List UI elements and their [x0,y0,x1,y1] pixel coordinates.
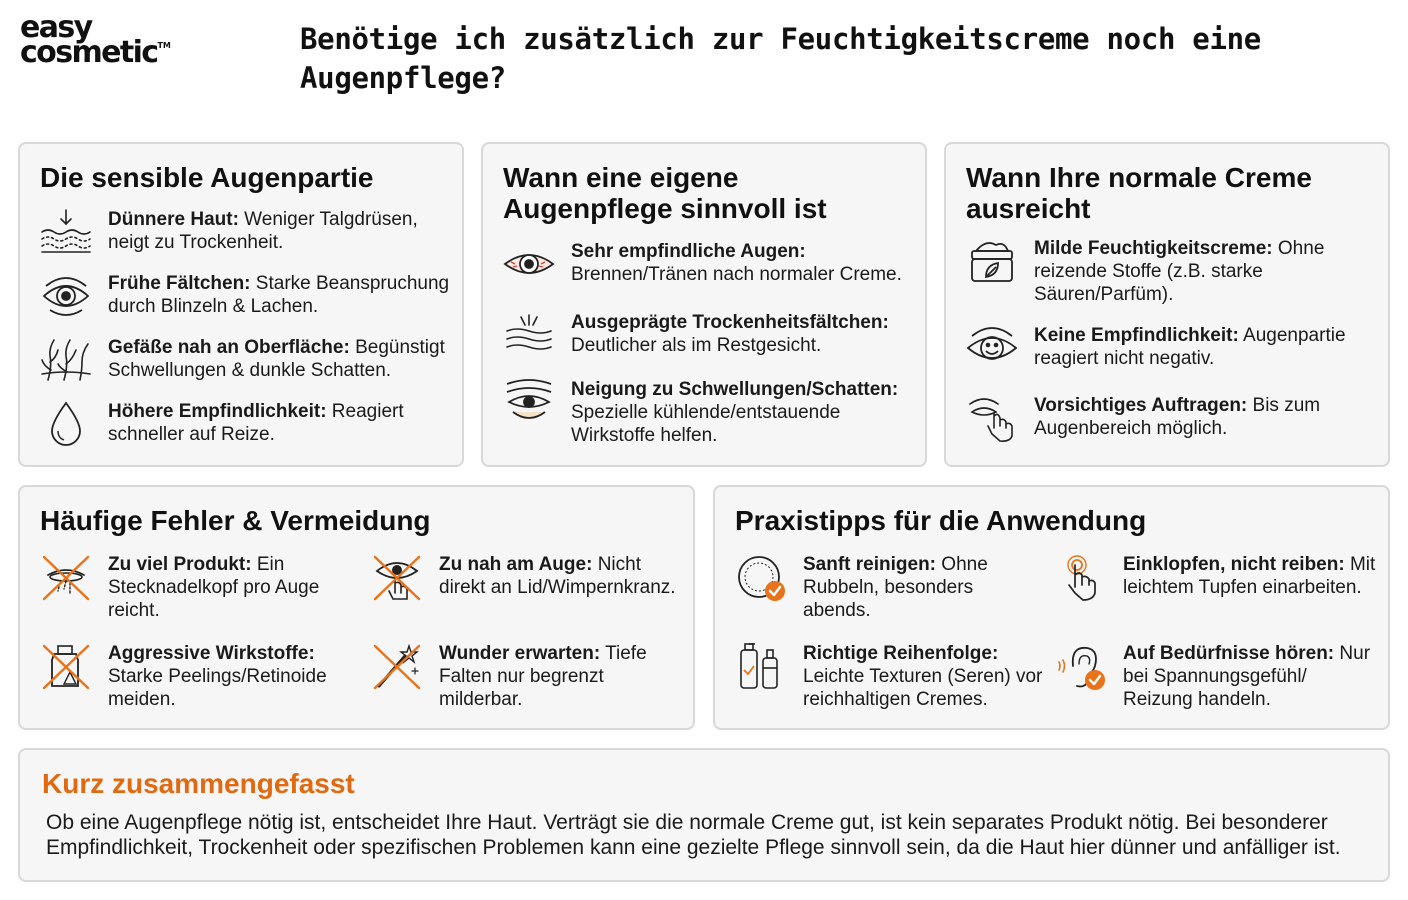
item-text [1034,394,1378,440]
list-item [40,336,450,384]
item-description: Mit leichtem Tupfen einarbeiten. [1123,554,1376,598]
item-text [571,240,902,286]
item-heading: Zu nah am Auge: [439,554,593,575]
ear-check-icon [1055,642,1107,690]
item-description: Weniger Talgdrüsen, neigt zu Trockenheit. [108,209,418,253]
magic-wand-icon [371,642,423,690]
item-description: Augenpartie reagiert nicht negativ. [1034,325,1346,369]
tap-finger-icon [1055,553,1107,601]
bottles-order-icon [735,642,787,690]
card-title: Praxistipps für die Anwendung [735,505,1147,536]
item-heading: Gefäße nah an Oberfläche: [108,337,350,358]
list-item [1055,642,1380,711]
card-sensible-augenpartie [18,142,464,467]
list-item [966,324,1378,372]
item-heading: Richtige Reihenfolge: [803,643,999,664]
list-item [735,553,1035,622]
item-description: Nicht direkt an Lid/Wimpernkranz. [439,554,676,598]
item-heading: Auf Bedürfnisse hören: [1123,643,1335,664]
dry-lines-icon [503,311,555,359]
list-item [371,553,681,601]
item-heading: Aggressive Wirkstoffe: [108,643,315,664]
card-title: Die sensible Augenpartie [40,162,374,193]
eye-wrinkles-icon [40,272,92,320]
item-heading: Wunder erwarten: [439,643,601,664]
item-text [1123,553,1380,599]
summary-title: Kurz zusammengefasst [42,768,355,799]
summary-text: Ob eine Augenpflege nötig ist, entscheidet Ihre Haut. Verträgt sie die normale Creme gut, ist kein separates Produkt nötig. Bei besonderer Empfindlichkeit, Trockenheit oder spezifischen Problemen kann eine gezielte Pflege sinnvoll sein, da die Haut hier dünner und anfälliger ist. [46,811,1341,859]
list-item [735,642,1055,711]
item-description: Ohne Rubbeln, besonders abends. [803,554,988,621]
item-text [803,553,1035,622]
item-text [571,378,918,447]
list-item [1055,553,1380,601]
item-heading: Keine Empfindlichkeit: [1034,325,1239,346]
item-heading: Neigung zu Schwellungen/Schatten: [571,379,899,400]
brand-logo [20,10,180,70]
list-item [40,400,450,448]
thin-skin-layers-icon [40,208,92,256]
item-description: Bis zum Augenbereich möglich. [1034,395,1321,439]
puffy-eye-icon [503,378,555,426]
item-description: Ein Stecknadelkopf pro Auge reicht. [108,554,320,621]
item-description: Starke Beanspruchung durch Blinzeln & Lachen. [108,273,450,317]
finger-apply-icon [966,394,1018,442]
item-text [108,553,345,622]
page-title: Benötige ich zusätzlich zur Feuchtigkeitscreme noch eine Augenpflege? [300,22,1261,95]
aggressive-ingredients-icon [40,642,92,690]
item-description: Deutlicher als im Restgesicht. [571,335,822,356]
item-text [108,272,450,318]
item-heading: Milde Feuchtigkeitscreme: [1034,238,1273,259]
logo-trademark: TM [157,40,171,50]
item-description: Nur bei Spannungsgefühl/ Reizung handeln. [1123,643,1371,710]
card-praxistipps [713,485,1390,730]
item-heading: Sehr empfindliche Augen: [571,241,806,262]
list-item [40,272,450,320]
card-title: Häufige Fehler & Vermeidung [40,505,431,536]
summary-card [18,748,1390,882]
card-haeufige-fehler [18,485,695,730]
list-item [40,208,450,256]
item-description: Spezielle kühlende/entstauende Wirkstoffe helfen. [571,402,841,446]
logo-line-2 [20,34,180,70]
item-heading: Sanft reinigen: [803,554,937,575]
item-text [108,400,450,446]
item-text [108,208,450,254]
item-heading: Frühe Fältchen: [108,273,251,294]
card-normale-creme [944,142,1390,467]
item-heading: Vorsichtiges Auftragen: [1034,395,1248,416]
item-description: Leichte Texturen (Seren) vor reichhaltigen Cremes. [803,666,1043,710]
cream-jar-icon [966,237,1018,285]
card-eigene-augenpflege [481,142,927,467]
list-item [40,553,345,622]
item-text [108,336,450,382]
item-description: Ohne reizende Stoffe (z.B. starke Säuren/Parfüm). [1034,238,1325,305]
cotton-pad-check-icon [735,553,787,601]
item-text [439,553,681,599]
item-description: Brennen/Tränen nach normaler Creme. [571,264,902,285]
item-heading: Einklopfen, nicht reiben: [1123,554,1345,575]
happy-eye-icon [966,324,1018,372]
item-heading: Ausgeprägte Trockenheitsfältchen: [571,312,889,333]
logo-line-2-text: cosmetic [20,34,158,70]
irritated-eye-icon [503,240,555,288]
list-item [40,642,345,711]
item-heading: Dünnere Haut: [108,209,239,230]
logo-line-1: easy [20,10,92,45]
item-text [1123,642,1380,711]
item-heading: Zu viel Produkt: [108,554,252,575]
card-title: Wann eine eigene Augenpflege sinnvoll ist [503,162,827,224]
list-item [371,642,681,711]
list-item [966,237,1378,306]
item-text [1034,237,1378,306]
item-text [108,642,345,711]
item-text [439,642,681,711]
droplet-icon [40,400,92,448]
list-item [966,394,1378,442]
list-item [503,240,918,288]
item-description: Starke Peelings/Retinoide meiden. [108,666,327,710]
item-text [803,642,1055,711]
too-much-product-icon [40,553,92,601]
item-description: Tiefe Falten nur begrenzt milderbar. [439,643,647,710]
too-close-eye-icon [371,553,423,601]
card-title: Wann Ihre normale Creme ausreicht [966,162,1312,224]
item-text [571,311,889,357]
item-description: Reagiert schneller auf Reize. [108,401,404,445]
item-heading: Höhere Empfindlichkeit: [108,401,327,422]
item-text [1034,324,1378,370]
list-item [503,311,918,359]
list-item [503,378,918,447]
blood-vessels-icon [40,336,92,384]
item-description: Begünstigt Schwellungen & dunkle Schatten. [108,337,445,381]
